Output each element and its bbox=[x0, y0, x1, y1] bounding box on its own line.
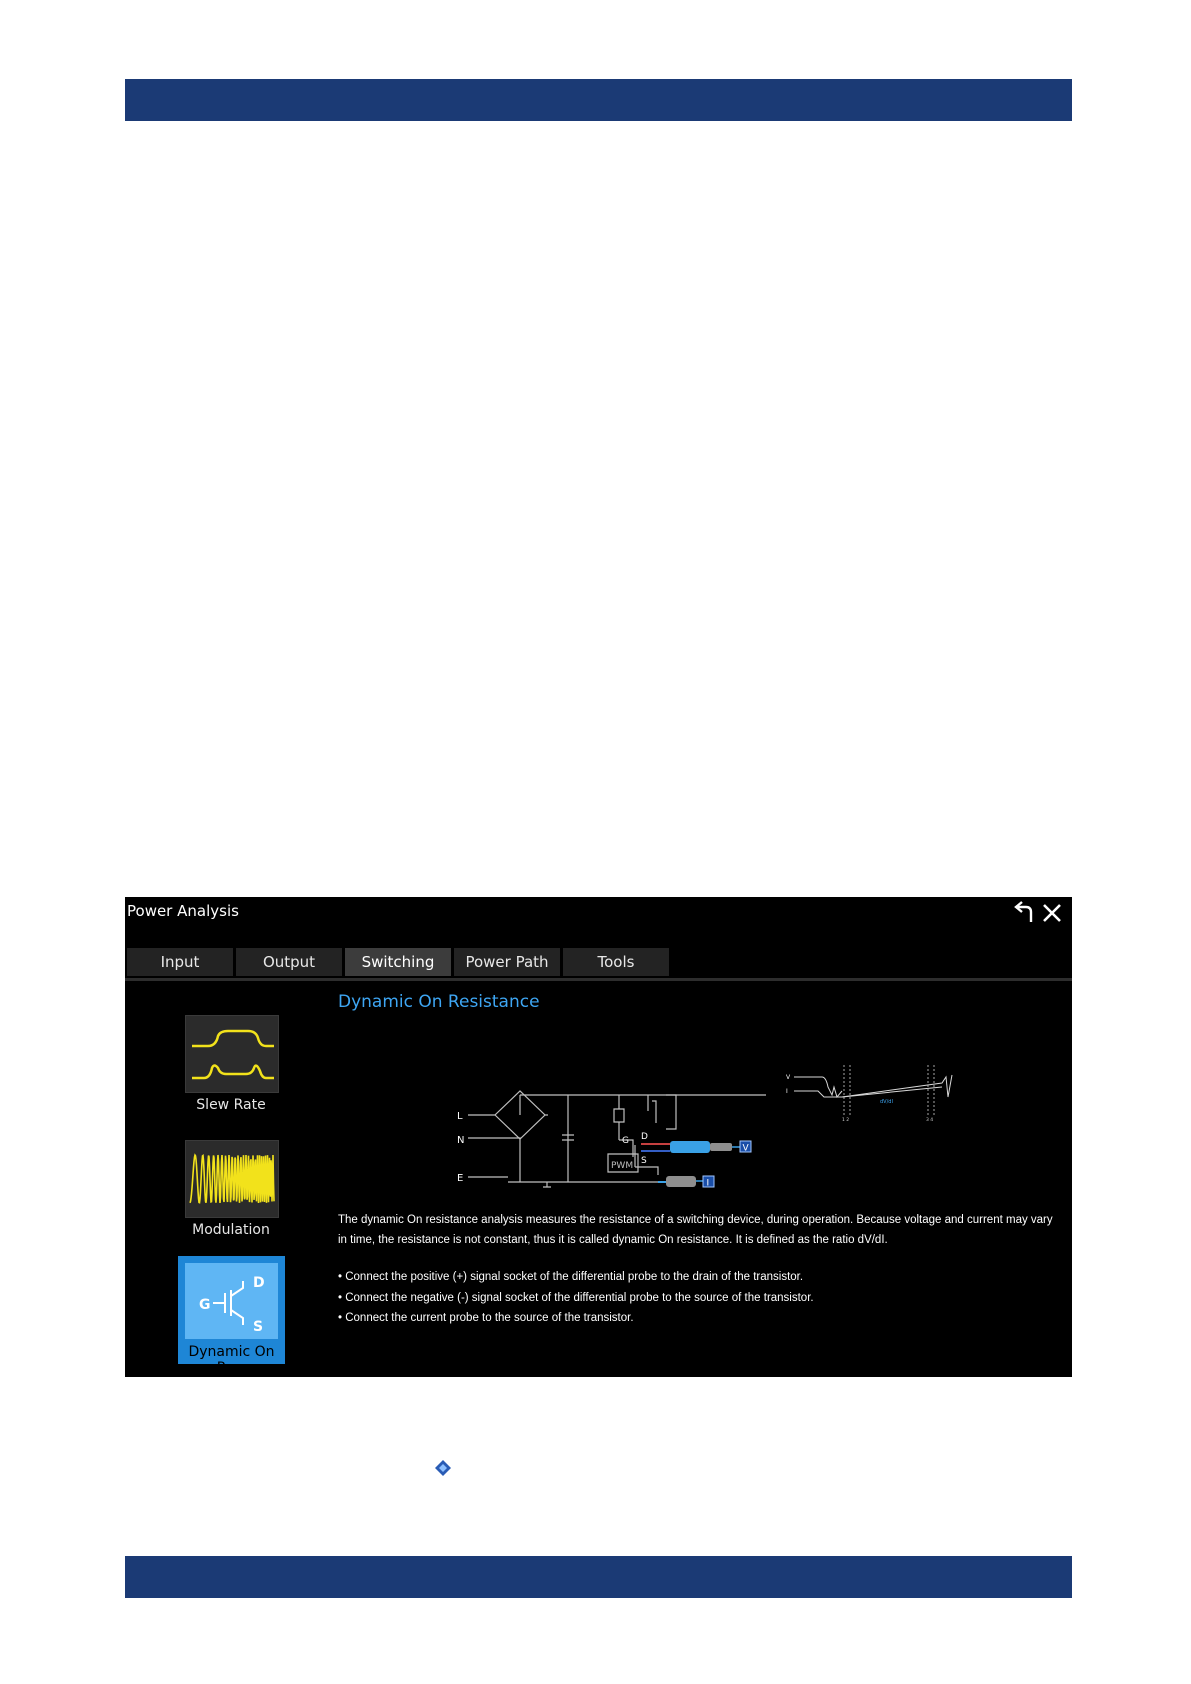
diamond-icon bbox=[434, 1459, 452, 1477]
label-pwm: PWM bbox=[611, 1161, 634, 1171]
wave-v-label: V bbox=[786, 1074, 791, 1081]
instruction-list bbox=[338, 1267, 1058, 1329]
tab-input[interactable]: Input bbox=[127, 948, 233, 976]
tab-switching[interactable]: Switching bbox=[345, 948, 451, 976]
instruction-item: • Connect the current probe to the source of the transistor. bbox=[338, 1308, 1058, 1329]
instruction-item: • Connect the positive (+) signal socket of the differential probe to the drain of the transistor. bbox=[338, 1267, 1058, 1288]
label-l: L bbox=[457, 1111, 463, 1122]
tab-power-path[interactable]: Power Path bbox=[454, 948, 560, 976]
modulation-waveform-icon bbox=[185, 1140, 279, 1218]
dynamic-on-res-label: Dynamic On Res. bbox=[188, 1344, 275, 1376]
close-icon[interactable] bbox=[1039, 900, 1065, 926]
wave-cursor-b: 3 4 bbox=[926, 1118, 934, 1123]
dynamic-on-res-button[interactable] bbox=[178, 1256, 285, 1376]
footer-bar bbox=[125, 1556, 1072, 1598]
description-text: The dynamic On resistance analysis measures the resistance of a switching device, during operation. Because voltage and current may vary in time, the resistance is not constant, thus it is called dynamic On resistance. It is defined as the ratio dV/dI. bbox=[338, 1214, 1053, 1246]
label-e: E bbox=[457, 1173, 464, 1184]
tab-divider bbox=[125, 978, 1072, 981]
label-s: S bbox=[641, 1156, 647, 1166]
source-letter: S bbox=[253, 1319, 264, 1335]
label-d: D bbox=[641, 1132, 648, 1142]
waveform-preview bbox=[782, 1057, 972, 1127]
power-analysis-dialog bbox=[125, 897, 1072, 1377]
header-bar bbox=[125, 79, 1072, 121]
transistor-icon bbox=[185, 1263, 278, 1339]
label-i-probe: I bbox=[706, 1178, 710, 1189]
content-heading: Dynamic On Resistance bbox=[338, 992, 540, 1012]
label-n: N bbox=[457, 1135, 465, 1146]
dialog-title: Power Analysis bbox=[127, 902, 239, 920]
wave-cursor-a: 1 2 bbox=[842, 1118, 850, 1123]
slew-rate-waveform-icon bbox=[185, 1015, 279, 1093]
wave-i-label: I bbox=[786, 1088, 788, 1095]
instruction-item: • Connect the negative (-) signal socket of the differential probe to the source of the transistor. bbox=[338, 1288, 1058, 1309]
wave-ratio-label: dV/dI bbox=[880, 1099, 893, 1105]
tab-output[interactable]: Output bbox=[236, 948, 342, 976]
tab-tools[interactable]: Tools bbox=[563, 948, 669, 976]
label-g: G bbox=[622, 1136, 629, 1146]
modulation-label: Modulation bbox=[192, 1222, 270, 1238]
drain-letter: D bbox=[253, 1275, 265, 1291]
gate-letter: G bbox=[199, 1297, 211, 1313]
slew-rate-label: Slew Rate bbox=[196, 1097, 266, 1113]
undo-icon[interactable] bbox=[1011, 900, 1037, 926]
label-v-probe: V bbox=[742, 1143, 749, 1154]
